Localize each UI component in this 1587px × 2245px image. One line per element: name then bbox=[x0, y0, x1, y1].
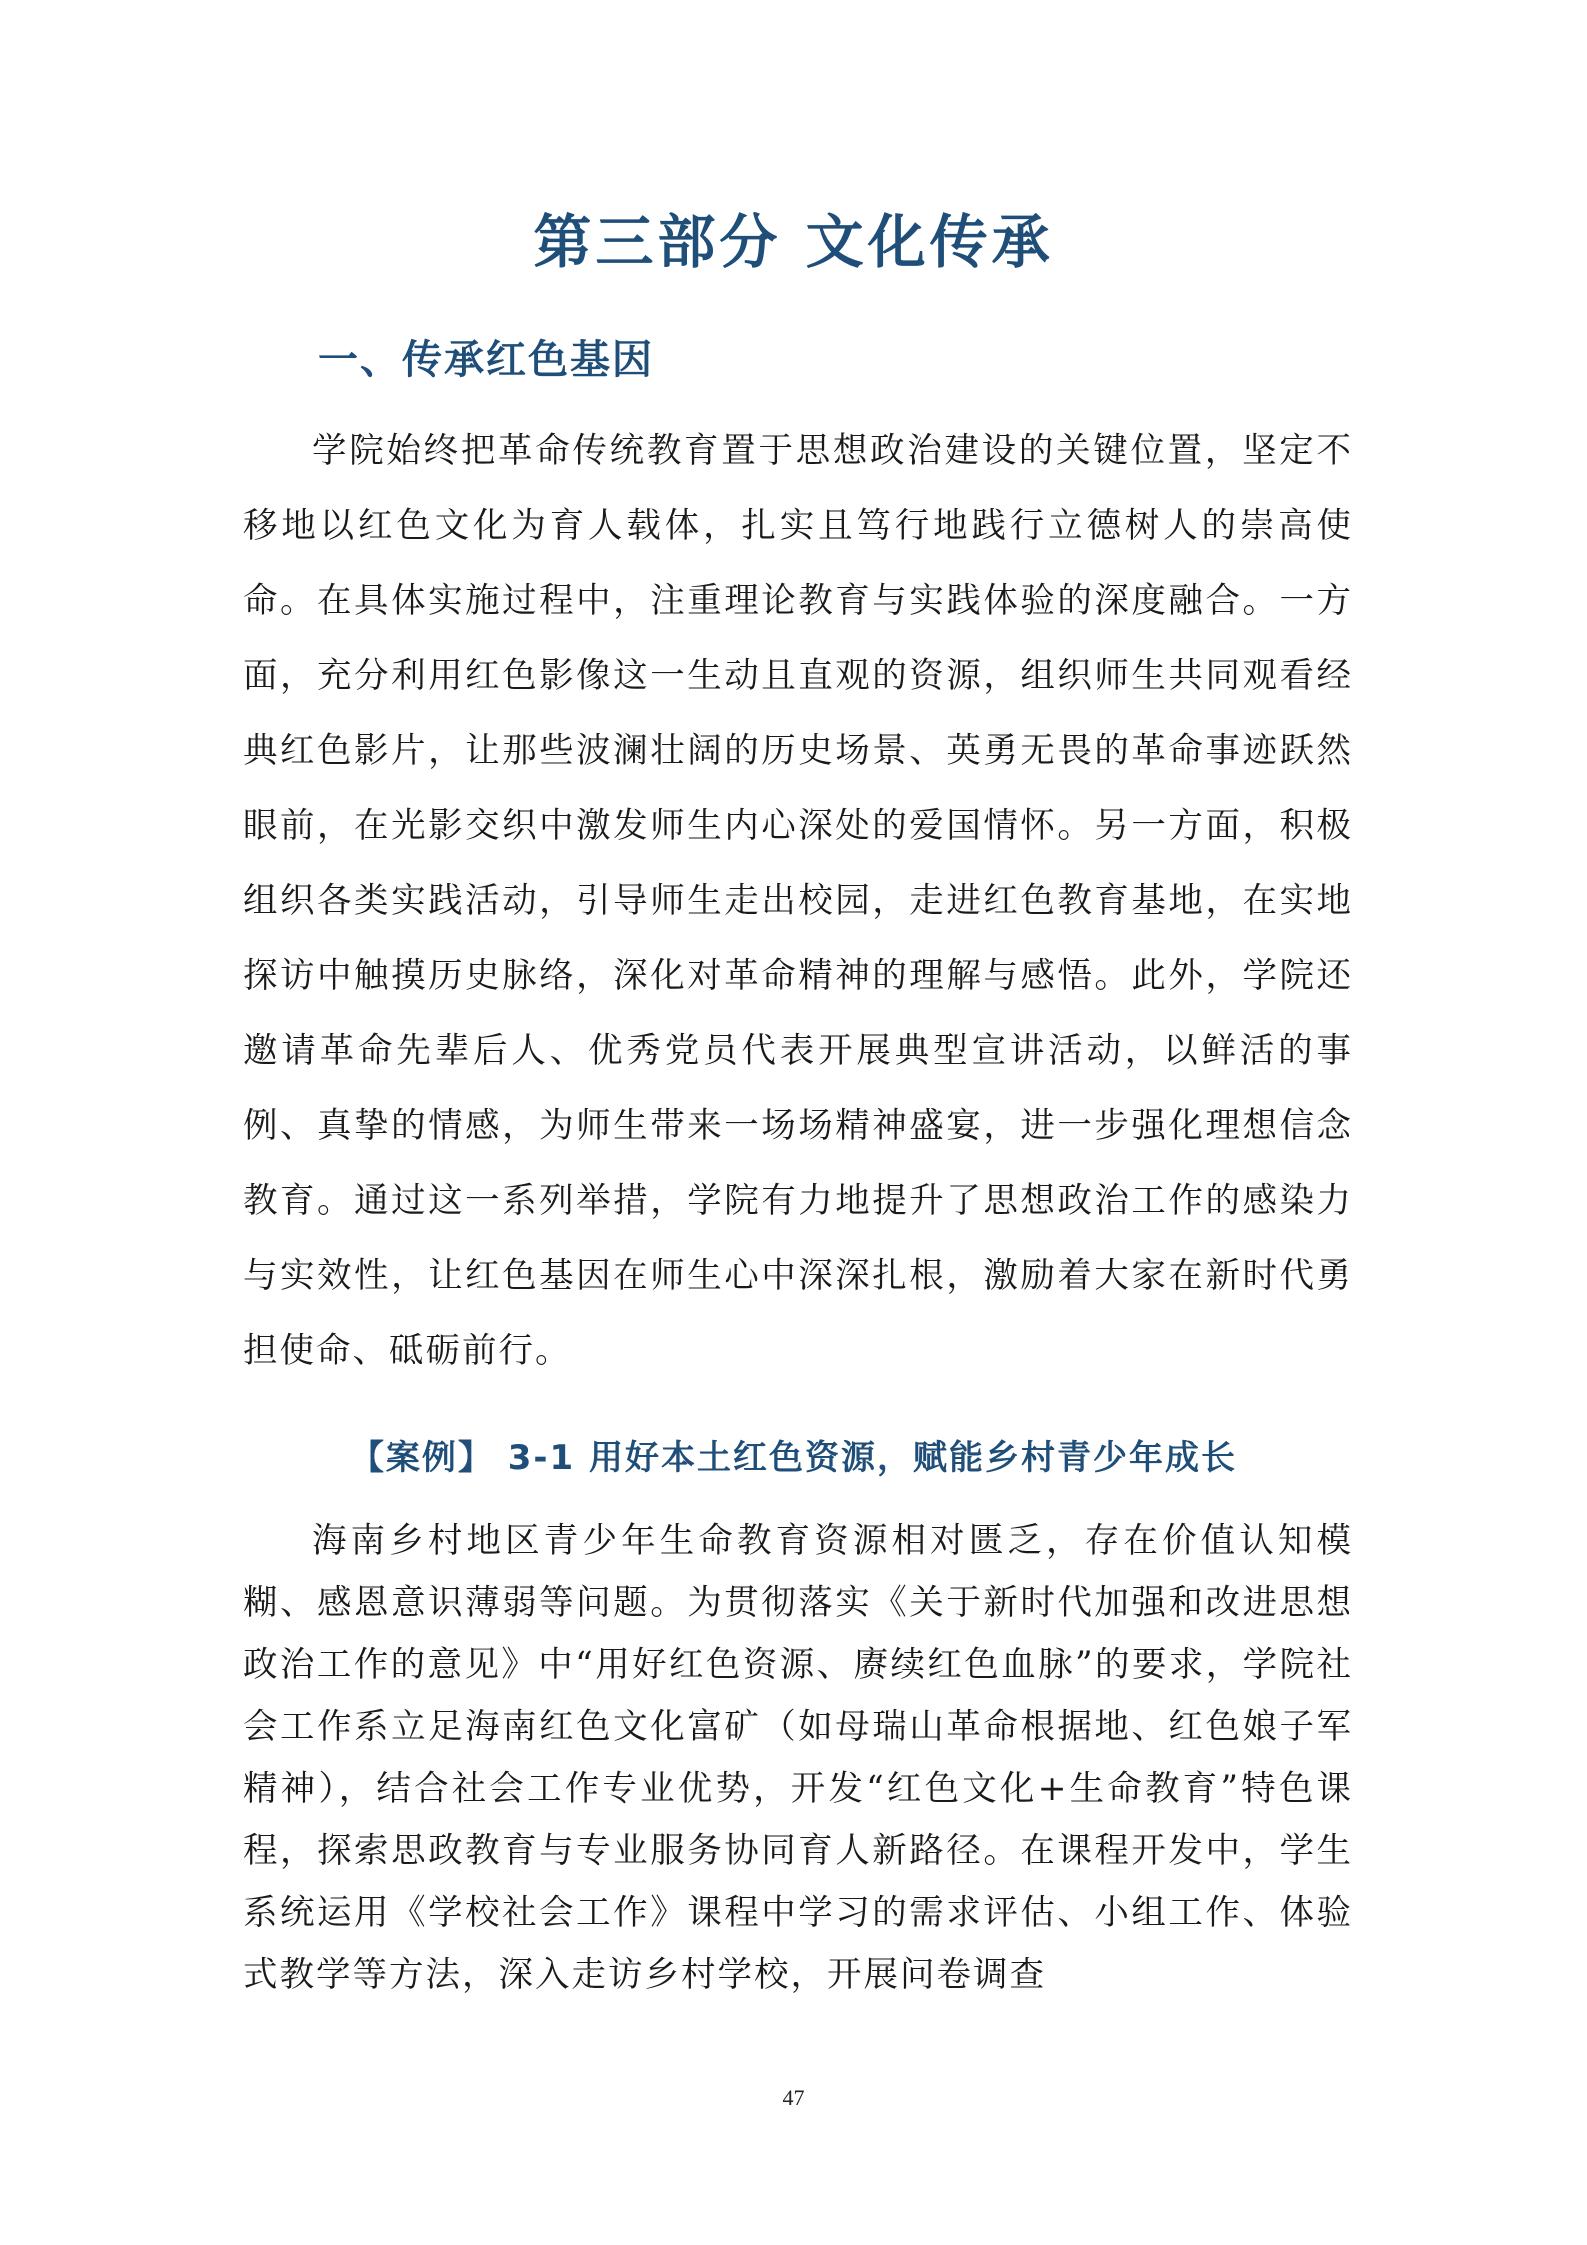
page-number: 47 bbox=[782, 2085, 805, 2110]
part-title: 第三部分 文化传承 bbox=[533, 208, 1054, 276]
section-heading: 一、传承红色基因 bbox=[318, 337, 654, 383]
body-paragraph-1: 学院始终把革命传统教育置于思想政治建设的关键位置，坚定不移地以红色文化为育人载体，扎实且笃行地践行立德树人的崇高使命。在具体实施过程中，注重理论教育与实践体验的深度融合。一方面，充分利用红色影像这一生动且直观的资源，组织师生共同观看经典红色影片，让那些波澜壮阔的历史场景、英勇无畏的革命事迹跃然眼前，在光影交织中激发师生内心深处的爱国情怀。另一方面，积极组织各类实践活动，引导师生走出校园，走进红色教育基地，在实地探访中触摸历史脉络，深化对革命精神的理解与感悟。此外，学院还邀请革命先辈后人、优秀党员代表开展典型宣讲活动，以鲜活的事例、真挚的情感，为师生带来一场场精神盛宴，进一步强化理想信念教育。通过这一系列举措，学院有力地提升了思想政治工作的感染力与实效性，让红色基因在师生心中深深扎根，激励着大家在新时代勇担使命、砥砺前行。 bbox=[243, 431, 1353, 1371]
case-heading: 【案例】 3-1 用好本土红色资源，赋能乡村青少年成长 bbox=[349, 1438, 1238, 1478]
body-paragraph-2: 海南乡村地区青少年生命教育资源相对匮乏，存在价值认知模糊、感恩意识薄弱等问题。为贯彻落实《关于新时代加强和改进思想政治工作的意见》中“用好红色资源、赓续红色血脉”的要求，学院社会工作系立足海南红色文化富矿（如母瑞山革命根据地、红色娘子军精神），结合社会工作专业优势，开发“红色文化+生命教育”特色课程，探索思政教育与专业服务协同育人新路径。在课程开发中，学生系统运用《学校社会工作》课程中学习的需求评估、小组工作、体验式教学等方法，深入走访乡村学校，开展问卷调查 bbox=[243, 1521, 1353, 1995]
